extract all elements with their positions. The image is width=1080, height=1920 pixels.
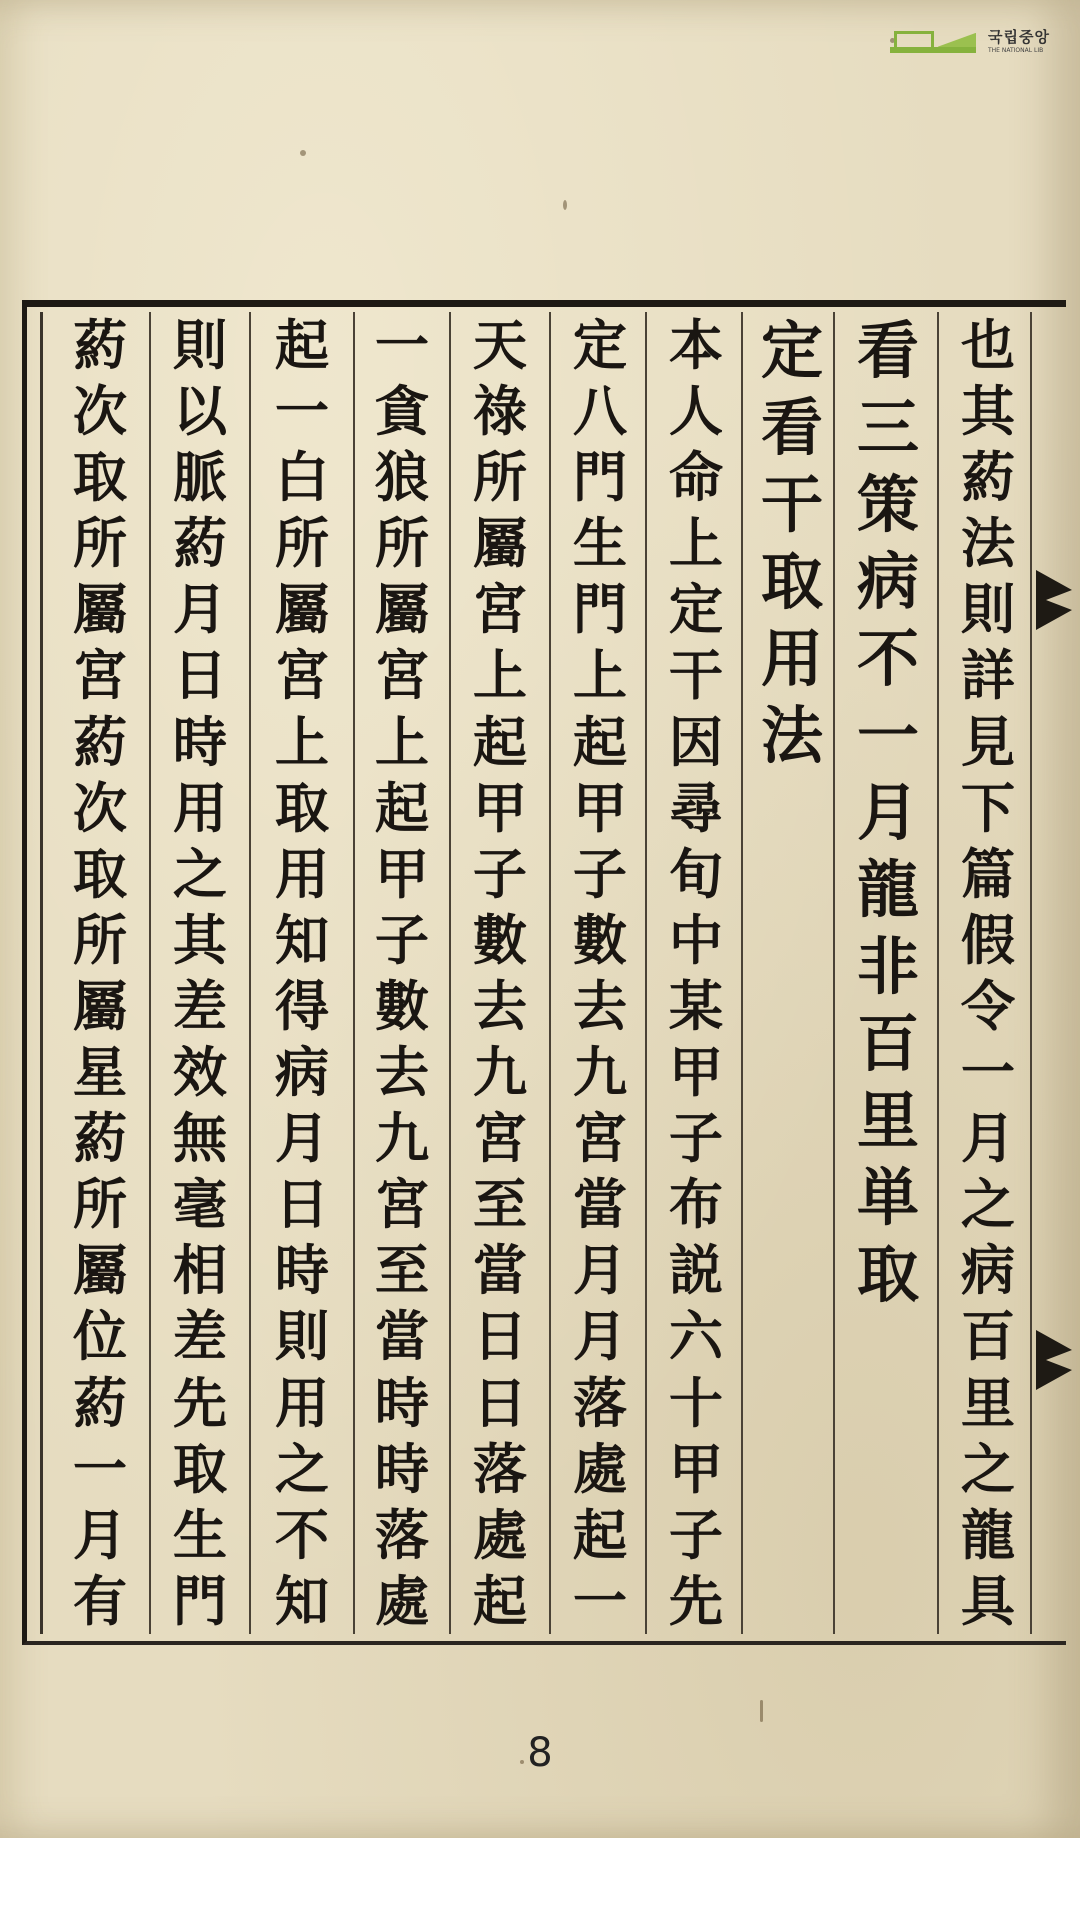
glyph: 用 [274, 1370, 330, 1435]
glyph: 上 [274, 709, 330, 774]
text-column-1 [944, 312, 1032, 1634]
glyph: 干 [760, 468, 823, 541]
column-divider [645, 312, 647, 1634]
glyph: 月 [856, 776, 919, 849]
glyph: 一 [960, 1040, 1016, 1105]
glyph: 屬 [472, 511, 528, 576]
glyph: 有 [72, 1568, 128, 1633]
glyph: 門 [172, 1568, 228, 1633]
glyph: 數 [472, 907, 528, 972]
glyph: 宮 [72, 643, 128, 708]
glyph: 當 [374, 1304, 430, 1369]
glyph: 甲 [472, 775, 528, 840]
glyph: 起 [472, 1568, 528, 1633]
glyph: 相 [172, 1238, 228, 1303]
text-column-2 [844, 312, 932, 1313]
text-column-8 [258, 312, 346, 1634]
glyph: 上 [472, 643, 528, 708]
glyph: 所 [472, 445, 528, 510]
glyph: 日 [172, 643, 228, 708]
glyph: 子 [472, 841, 528, 906]
glyph: 起 [572, 1502, 628, 1567]
glyph: 龍 [856, 853, 919, 926]
glyph: 定 [572, 313, 628, 377]
glyph: 知 [274, 1568, 330, 1633]
glyph: 葯 [72, 709, 128, 774]
glyph: 百 [856, 1007, 919, 1080]
glyph: 子 [572, 841, 628, 906]
glyph: 至 [472, 1172, 528, 1237]
glyph: 差 [172, 973, 228, 1038]
glyph: 之 [274, 1436, 330, 1501]
glyph: 干 [668, 643, 724, 708]
glyph: 先 [668, 1568, 724, 1633]
glyph: 令 [960, 973, 1016, 1038]
glyph: 宮 [374, 643, 430, 708]
glyph: 屬 [274, 577, 330, 642]
glyph: 之 [960, 1172, 1016, 1237]
glyph: 貪 [374, 379, 430, 444]
glyph: 時 [274, 1238, 330, 1303]
glyph: 宮 [274, 643, 330, 708]
glyph: 時 [374, 1436, 430, 1501]
column-divider [149, 312, 151, 1634]
glyph: 宮 [472, 1106, 528, 1171]
glyph: 狼 [374, 445, 430, 510]
glyph: 屬 [374, 577, 430, 642]
glyph: 處 [374, 1568, 430, 1633]
glyph: 差 [172, 1304, 228, 1369]
glyph: 葯 [72, 1370, 128, 1435]
glyph: 下 [960, 775, 1016, 840]
glyph: 一 [274, 379, 330, 444]
glyph: 不 [856, 622, 919, 695]
column-divider [449, 312, 451, 1634]
glyph: 所 [72, 1172, 128, 1237]
glyph: 假 [960, 907, 1016, 972]
glyph: 九 [472, 1040, 528, 1105]
glyph: 去 [374, 1040, 430, 1105]
glyph: 日 [274, 1172, 330, 1237]
fishtail-mark-lower [1036, 1330, 1072, 1390]
glyph: 知 [274, 907, 330, 972]
glyph: 處 [472, 1502, 528, 1567]
text-column-3 [748, 312, 836, 774]
logo-korean-text: 국립중앙 [988, 28, 1050, 46]
column-divider [353, 312, 355, 1634]
glyph: 屬 [72, 577, 128, 642]
glyph: 用 [760, 622, 823, 695]
glyph: 一 [374, 313, 430, 377]
glyph: 月 [172, 577, 228, 642]
glyph: 效 [172, 1040, 228, 1105]
glyph: 宮 [472, 577, 528, 642]
glyph: 日 [472, 1370, 528, 1435]
glyph: 起 [274, 313, 330, 377]
glyph: 龍 [960, 1502, 1016, 1567]
glyph: 法 [960, 511, 1016, 576]
glyph: 宮 [374, 1172, 430, 1237]
library-logo-mark [890, 29, 978, 55]
glyph: 至 [374, 1238, 430, 1303]
glyph: 十 [668, 1370, 724, 1435]
glyph: 甲 [668, 1436, 724, 1501]
glyph: 上 [668, 511, 724, 576]
glyph: 法 [760, 699, 823, 772]
glyph: 當 [472, 1238, 528, 1303]
glyph: 其 [960, 379, 1016, 444]
text-column-4 [652, 312, 740, 1634]
glyph: 數 [374, 973, 430, 1038]
glyph: 門 [572, 445, 628, 510]
glyph: 次 [72, 379, 128, 444]
glyph: 次 [72, 775, 128, 840]
glyph: 篇 [960, 841, 1016, 906]
glyph: 非 [856, 930, 919, 1003]
glyph: 甲 [572, 775, 628, 840]
glyph: 病 [960, 1238, 1016, 1303]
glyph: 尋 [668, 775, 724, 840]
glyph: 病 [856, 545, 919, 618]
glyph: 命 [668, 445, 724, 510]
text-column-6 [456, 312, 544, 1634]
text-column-9 [156, 312, 244, 1634]
glyph: 用 [274, 841, 330, 906]
glyph: 旬 [668, 841, 724, 906]
glyph: 所 [72, 511, 128, 576]
glyph: 落 [472, 1436, 528, 1501]
glyph: 三 [856, 391, 919, 464]
glyph: 星 [72, 1040, 128, 1105]
glyph: 九 [572, 1040, 628, 1105]
glyph: 本 [668, 313, 724, 377]
glyph: 用 [172, 775, 228, 840]
glyph: 葯 [960, 445, 1016, 510]
glyph: 門 [572, 577, 628, 642]
glyph: 定 [760, 314, 823, 387]
glyph: 月 [572, 1304, 628, 1369]
glyph: 定 [668, 577, 724, 642]
glyph: 単 [856, 1161, 919, 1234]
glyph: 葯 [172, 511, 228, 576]
text-column-7 [358, 312, 446, 1634]
glyph: 説 [668, 1238, 724, 1303]
logo-english-text: THE NATIONAL LIB [988, 47, 1044, 54]
glyph: 脈 [172, 445, 228, 510]
glyph: 具 [960, 1568, 1016, 1633]
glyph: 生 [572, 511, 628, 576]
glyph: 中 [668, 907, 724, 972]
glyph: 取 [274, 775, 330, 840]
column-divider [549, 312, 551, 1634]
fishtail-mark-upper [1036, 570, 1072, 630]
glyph: 里 [856, 1084, 919, 1157]
glyph: 當 [572, 1172, 628, 1237]
glyph: 日 [472, 1304, 528, 1369]
column-divider [249, 312, 251, 1634]
glyph: 則 [960, 577, 1016, 642]
glyph: 落 [374, 1502, 430, 1567]
glyph: 起 [374, 775, 430, 840]
glyph: 則 [274, 1304, 330, 1369]
glyph: 祿 [472, 379, 528, 444]
glyph: 時 [374, 1370, 430, 1435]
glyph: 以 [172, 379, 228, 444]
glyph: 屬 [72, 973, 128, 1038]
glyph: 取 [856, 1238, 919, 1311]
glyph: 布 [668, 1172, 724, 1237]
glyph: 甲 [668, 1040, 724, 1105]
glyph: 生 [172, 1502, 228, 1567]
paper-spot [760, 1700, 763, 1722]
glyph: 落 [572, 1370, 628, 1435]
glyph: 人 [668, 379, 724, 444]
glyph: 得 [274, 973, 330, 1038]
glyph: 則 [172, 313, 228, 377]
glyph: 天 [472, 313, 528, 377]
text-column-10 [56, 312, 144, 1634]
glyph: 詳 [960, 643, 1016, 708]
glyph: 上 [374, 709, 430, 774]
text-column-5 [556, 312, 644, 1634]
glyph: 見 [960, 709, 1016, 774]
glyph: 六 [668, 1304, 724, 1369]
glyph: 因 [668, 709, 724, 774]
glyph: 葯 [72, 313, 128, 377]
glyph: 子 [668, 1106, 724, 1171]
glyph: 毫 [172, 1172, 228, 1237]
glyph: 去 [572, 973, 628, 1038]
glyph: 月 [960, 1106, 1016, 1171]
glyph: 月 [72, 1502, 128, 1567]
glyph: 取 [760, 545, 823, 618]
glyph: 月 [572, 1238, 628, 1303]
glyph: 起 [472, 709, 528, 774]
glyph: 子 [374, 907, 430, 972]
glyph: 看 [760, 391, 823, 464]
glyph: 不 [274, 1502, 330, 1567]
glyph: 其 [172, 907, 228, 972]
glyph: 位 [72, 1304, 128, 1369]
glyph: 甲 [374, 841, 430, 906]
glyph: 之 [172, 841, 228, 906]
glyph: 處 [572, 1436, 628, 1501]
glyph: 所 [72, 907, 128, 972]
glyph: 白 [274, 445, 330, 510]
glyph: 里 [960, 1370, 1016, 1435]
glyph: 看 [856, 314, 919, 387]
glyph: 月 [274, 1106, 330, 1171]
glyph: 九 [374, 1106, 430, 1171]
glyph: 所 [374, 511, 430, 576]
glyph: 所 [274, 511, 330, 576]
glyph: 某 [668, 973, 724, 1038]
glyph: 策 [856, 468, 919, 541]
glyph: 去 [472, 973, 528, 1038]
library-logo [890, 24, 1080, 60]
glyph: 病 [274, 1040, 330, 1105]
paper-spot [300, 150, 306, 156]
paper-spot [563, 200, 567, 210]
glyph: 上 [572, 643, 628, 708]
glyph: 屬 [72, 1238, 128, 1303]
column-divider [937, 312, 939, 1634]
glyph: 無 [172, 1106, 228, 1171]
glyph: 一 [572, 1568, 628, 1633]
glyph: 子 [668, 1502, 724, 1567]
glyph: 葯 [72, 1106, 128, 1171]
glyph: 百 [960, 1304, 1016, 1369]
glyph: 一 [856, 699, 919, 772]
glyph: 數 [572, 907, 628, 972]
glyph: 取 [72, 841, 128, 906]
glyph: 八 [572, 379, 628, 444]
column-divider [741, 312, 743, 1634]
glyph: 起 [572, 709, 628, 774]
glyph: 宮 [572, 1106, 628, 1171]
glyph: 取 [172, 1436, 228, 1501]
glyph: 先 [172, 1370, 228, 1435]
glyph: 時 [172, 709, 228, 774]
glyph: 也 [960, 313, 1016, 377]
border-inner-line [40, 312, 43, 1634]
glyph: 取 [72, 445, 128, 510]
page-number: 8 [527, 1730, 553, 1776]
glyph: 一 [72, 1436, 128, 1501]
glyph: 之 [960, 1436, 1016, 1501]
